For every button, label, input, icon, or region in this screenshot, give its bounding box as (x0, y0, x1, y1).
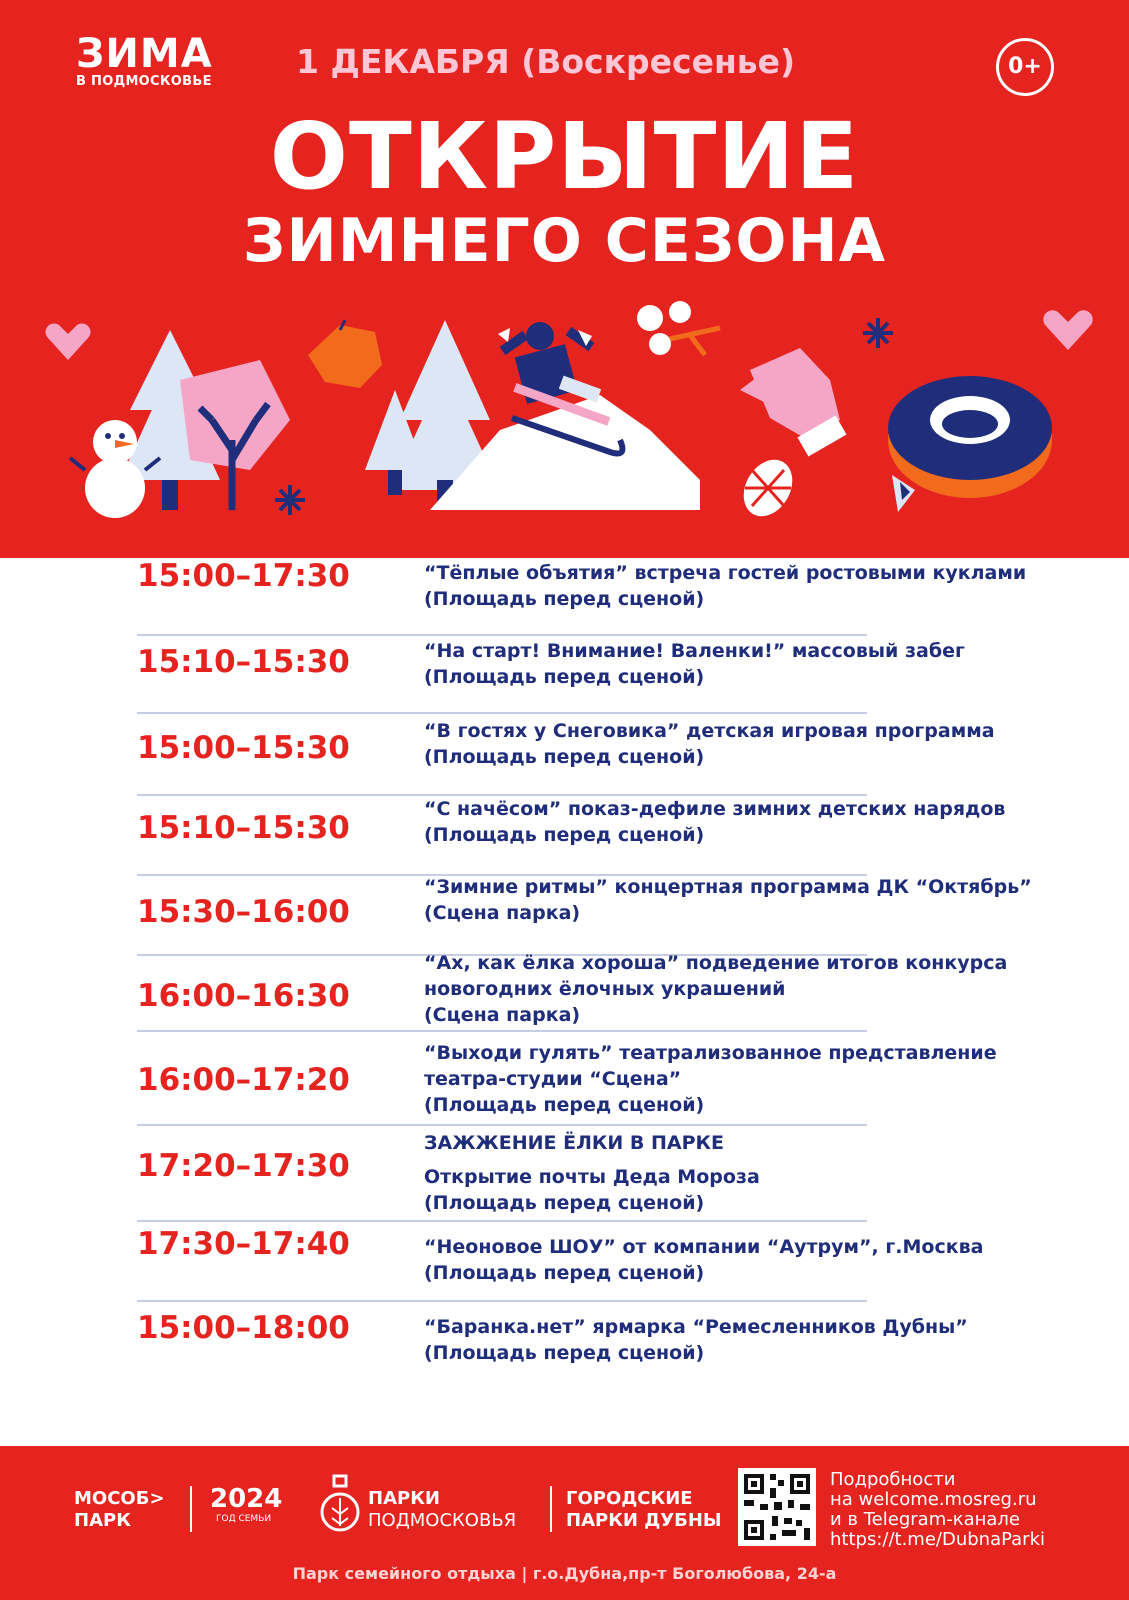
city-parks-line-1: ГОРОДСКИЕ (566, 1488, 693, 1509)
event-location: (Площадь перед сценой) (424, 1094, 705, 1116)
parks-line-2: ПОДМОСКОВЬЯ (368, 1510, 517, 1531)
mitten-icon (740, 348, 847, 457)
event-title: “Неоновое ШОУ” от компании “Аутрум”, г.Москва (424, 1236, 984, 1258)
snow-tube-icon (888, 376, 1052, 512)
mosobpark-line-2: ПАРК (74, 1510, 131, 1531)
row-divider (137, 1220, 867, 1222)
event-description (424, 796, 1104, 848)
heart-icon (1043, 310, 1092, 350)
event-location: (Площадь перед сценой) (424, 746, 705, 768)
event-description (424, 950, 1104, 1028)
event-title: “Ах, как ёлка хороша” подведение итогов конкурса (424, 952, 1008, 974)
winter-illustration (0, 300, 1129, 558)
ornament-icon (320, 1474, 360, 1540)
event-time: 15:10–15:30 (137, 810, 350, 846)
city-parks-line-2: ПАРКИ ДУБНЫ (566, 1510, 722, 1531)
info-line-3: и в Telegram-канале (830, 1509, 1021, 1530)
event-subtitle: Открытие почты Деда Мороза (424, 1166, 760, 1188)
event-title: “Баранка.нет” ярмарка “Ремесленников Дубны” (424, 1316, 968, 1338)
event-title-continued: новогодних ёлочных украшений (424, 978, 786, 1000)
poster-header (0, 0, 1129, 558)
event-time: 17:30–17:40 (137, 1226, 350, 1262)
tree-icon (180, 360, 290, 510)
heart-icon (46, 324, 91, 360)
logo-sub-text: В ПОДМОСКОВЬЕ (76, 74, 212, 89)
snowflake-icon (863, 318, 893, 348)
event-location: (Площадь перед сценой) (424, 1192, 705, 1214)
row-divider (137, 712, 867, 714)
logo-main-text: ЗИМА (76, 31, 213, 77)
snowflake-icon (275, 485, 305, 515)
year-of-family-logo: 2024 (210, 1484, 283, 1514)
event-time: 17:20–17:30 (137, 1148, 350, 1184)
info-website-link[interactable]: на welcome.mosreg.ru (830, 1489, 1037, 1510)
event-date: 1 ДЕКАБРЯ (Воскресенье) (296, 42, 796, 81)
event-description (424, 1234, 1104, 1286)
qr-code-icon (738, 1468, 816, 1546)
event-title: “Выходи гулять” театрализованное представление (424, 1042, 997, 1064)
row-divider (137, 1300, 867, 1302)
event-title: “На старт! Внимание! Валенки!” массовый забег (424, 640, 965, 662)
event-time: 15:30–16:00 (137, 894, 350, 930)
event-description (424, 638, 1104, 690)
footer-divider (550, 1486, 552, 1532)
berries-icon (637, 301, 720, 355)
more-info-block (830, 1470, 1045, 1550)
event-description (424, 1040, 1104, 1118)
age-rating-badge: 0+ (996, 38, 1054, 96)
orange-icon (308, 320, 382, 388)
mosobpark-logo (74, 1488, 165, 1532)
event-time: 15:10–15:30 (137, 644, 350, 680)
row-divider (137, 634, 867, 636)
event-location: (Площадь перед сценой) (424, 666, 705, 688)
dubna-parks-logo (566, 1488, 722, 1532)
row-divider (137, 1124, 867, 1126)
mosobpark-line-1: МОСОБ> (74, 1488, 165, 1509)
info-line-1: Подробности (830, 1469, 956, 1490)
event-title: “Тёплые объятия” встреча гостей ростовыми куклами (424, 562, 1027, 584)
title-line-2: ЗИМНЕГО СЕЗОНА (242, 206, 887, 276)
event-title: “С начёсом” показ-дефиле зимних детских нарядов (424, 798, 1006, 820)
event-title: “Зимние ритмы” концертная программа ДК “Октябрь” (424, 876, 1032, 898)
parks-line-1: ПАРКИ (368, 1488, 440, 1509)
event-title: “В гостях у Снеговика” детская игровая программа (424, 720, 995, 742)
event-description (424, 874, 1104, 926)
event-location: (Площадь перед сценой) (424, 1342, 705, 1364)
event-location: (Сцена парка) (424, 1004, 581, 1026)
event-location: (Сцена парка) (424, 902, 581, 924)
parks-podmoskovya-logo (368, 1488, 516, 1532)
event-time: 15:00–18:00 (137, 1310, 350, 1346)
poster-footer (0, 1446, 1129, 1600)
pinecone-icon (734, 451, 802, 525)
title-line-1: ОТКРЫТИЕ (269, 103, 860, 210)
year-of-family-caption: ГОД СЕМЬИ (216, 1514, 272, 1524)
event-time: 15:00–17:30 (137, 558, 350, 594)
info-telegram-link[interactable]: https://t.me/DubnaParki (830, 1529, 1046, 1550)
event-title: ЗАЖЖЕНИЕ ЁЛКИ В ПАРКЕ (424, 1132, 725, 1154)
event-time: 16:00–16:30 (137, 978, 350, 1014)
row-divider (137, 1030, 867, 1032)
event-description (424, 718, 1104, 770)
zima-logo (76, 31, 213, 90)
event-description (424, 1314, 1104, 1366)
event-time: 15:00–15:30 (137, 730, 350, 766)
event-title-continued: театра-студии “Сцена” (424, 1068, 682, 1090)
schedule-list (0, 558, 1129, 1446)
event-description (424, 560, 1104, 612)
event-time: 16:00–17:20 (137, 1062, 350, 1098)
event-location: (Площадь перед сценой) (424, 1262, 705, 1284)
event-description (424, 1130, 1104, 1216)
footer-divider (190, 1486, 192, 1532)
event-location: (Площадь перед сценой) (424, 588, 705, 610)
park-address: Парк семейного отдыха | г.о.Дубна,пр-т Боголюбова, 24-а (292, 1564, 837, 1583)
event-location: (Площадь перед сценой) (424, 824, 705, 846)
